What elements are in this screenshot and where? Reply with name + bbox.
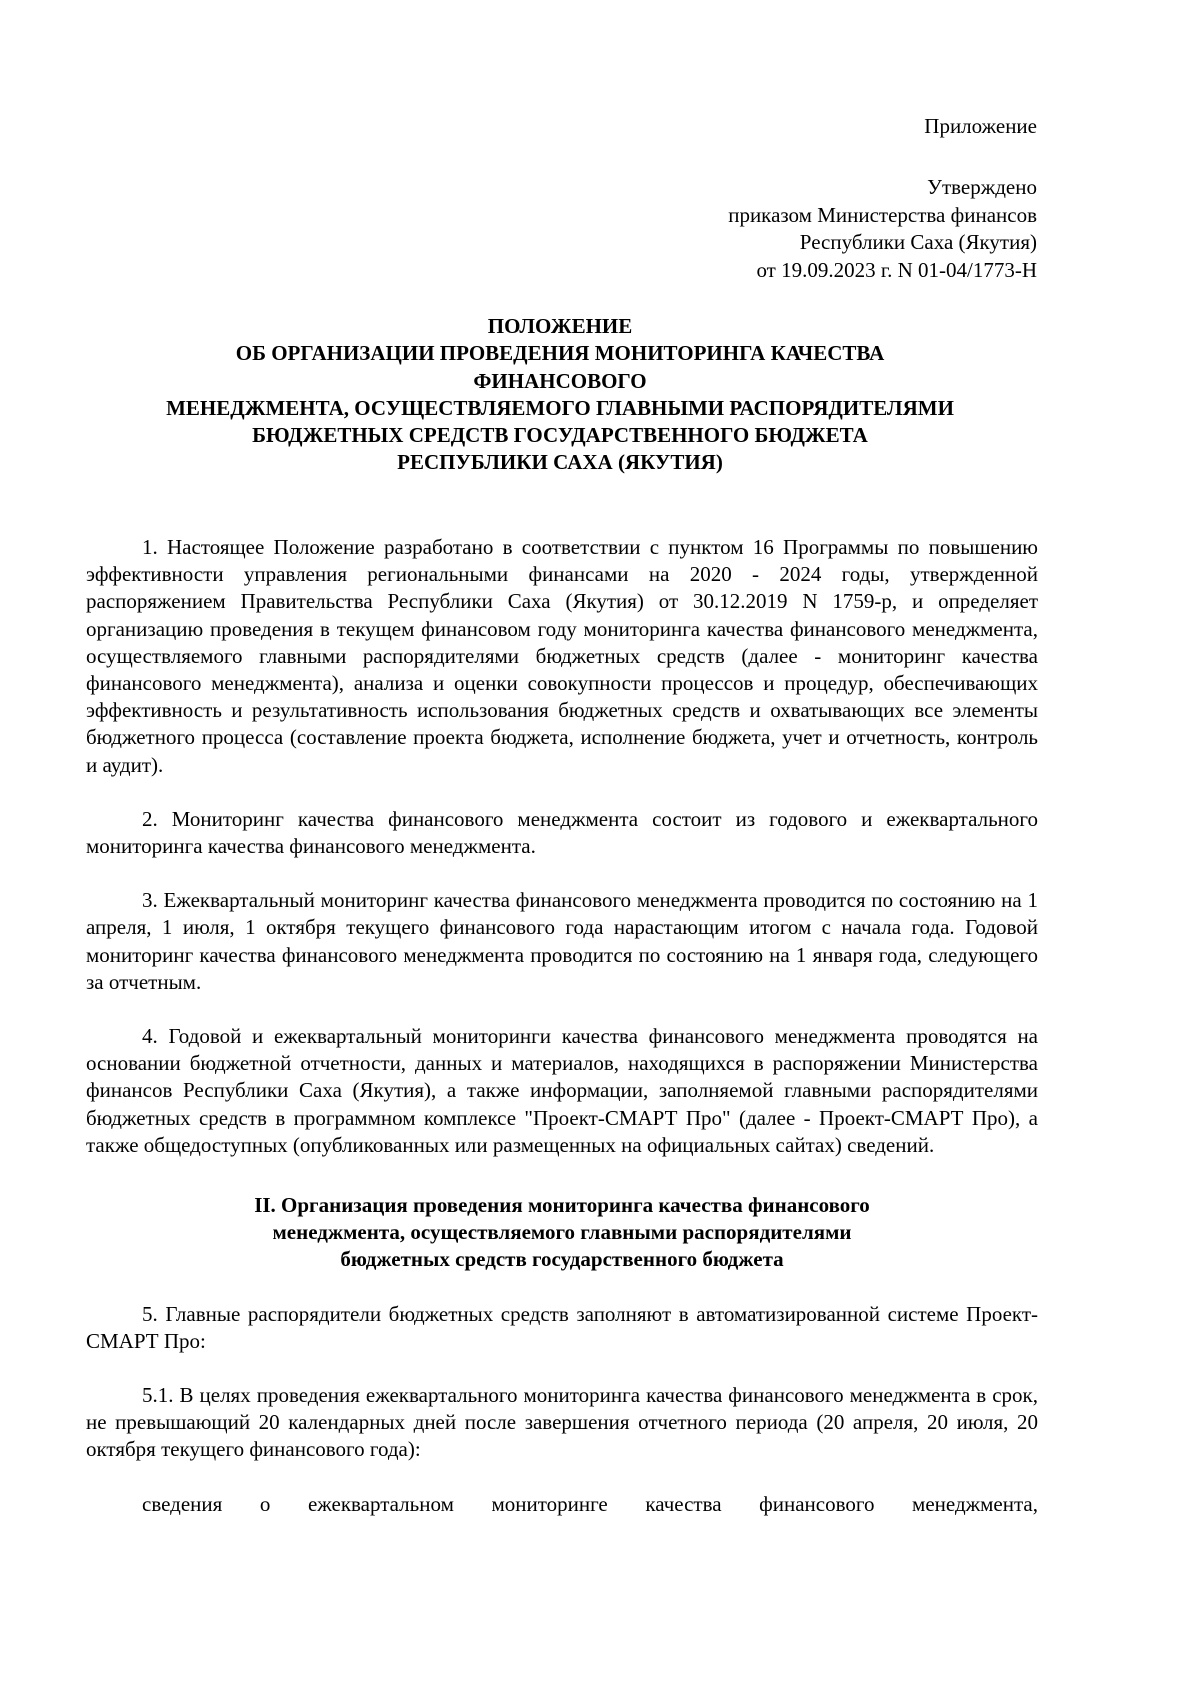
paragraph-2: 2. Мониторинг качества финансового менеджмента состоит из годового и ежеквартального мониторинга качества финансового менеджмента. bbox=[86, 806, 1038, 859]
paragraph-4: 4. Годовой и ежеквартальный мониторинги качества финансового менеджмента проводятся на основании бюджетной отчетности, данных и материалов, находящихся в распоряжении Министерства финансов Республики Саха (Якутия), а также информации, заполняемой главными распорядителями бюджетных средств в программном комплексе "Проект-СМАРТ Про" (далее - Проект-СМАРТ Про), а также общедоступных (опубликованных или размещенных на официальных сайтах) сведений. bbox=[86, 1024, 1038, 1157]
approval-line: от 19.09.2023 г. N 01-04/1773-Н bbox=[756, 257, 1037, 282]
paragraph-1: 1. Настоящее Положение разработано в соответствии с пунктом 16 Программы по повышению эффективности управления региональными финансами на 2020 - 2024 годы, утвержденной распоряжением Правительства Республики Саха (Якутия) от 30.12.2019 N 1759-р, и определяет организацию проведения в текущем финансовом году мониторинга качества финансового менеджмента, осуществляемого главными распорядителями бюджетных средств (далее - мониторинг качества финансового менеджмента), анализа и оценки совокупности процессов и процедур, обеспечивающих эффективность и результативность использования бюджетных средств и охватывающих все элементы бюджетного процесса (составление проекта бюджета, исполнение бюджета, учет и отчетность, контроль и аудит). bbox=[86, 535, 1038, 777]
approval-line: Утверждено bbox=[927, 175, 1037, 199]
document-title bbox=[80, 313, 1040, 477]
section-heading-line: бюджетных средств государственного бюджета bbox=[340, 1247, 784, 1272]
paragraph-continuation: сведения о ежеквартальном мониторинге качества финансового менеджмента, bbox=[142, 1491, 1038, 1516]
approval-line: Республики Саха (Якутия) bbox=[799, 230, 1037, 254]
title-line: БЮДЖЕТНЫХ СРЕДСТВ ГОСУДАРСТВЕННОГО БЮДЖЕТА bbox=[252, 423, 868, 448]
title-line: ФИНАНСОВОГО bbox=[473, 368, 647, 393]
paragraph-5: 5. Главные распорядители бюджетных средств заполняют в автоматизированной системе Проект-СМАРТ Про: bbox=[86, 1301, 1038, 1353]
approval-block bbox=[728, 174, 1037, 284]
section-heading-line: менеджмента, осуществляемого главными распорядителями bbox=[272, 1220, 852, 1245]
document-body bbox=[86, 534, 1038, 1518]
approval-line: приказом Министерства финансов bbox=[728, 202, 1037, 227]
title-line: ОБ ОРГАНИЗАЦИИ ПРОВЕДЕНИЯ МОНИТОРИНГА КАЧЕСТВА bbox=[235, 341, 885, 366]
section-heading-line: II. Организация проведения мониторинга качества финансового bbox=[254, 1193, 870, 1218]
paragraph-5-1: 5.1. В целях проведения ежеквартального мониторинга качества финансового менеджмента в срок, не превышающий 20 календарных дней после завершения отчетного периода (20 апреля, 20 июля, 20 октября текущего финансового года): bbox=[86, 1383, 1038, 1462]
paragraph-3: 3. Ежеквартальный мониторинг качества финансового менеджмента проводится по состоянию на 1 апреля, 1 июля, 1 октября текущего финансового года нарастающим итогом с начала года. Годовой мониторинг качества финансового менеджмента проводится по состоянию на 1 января года, следующего за отчетным. bbox=[86, 888, 1038, 994]
title-line: ПОЛОЖЕНИЕ bbox=[487, 314, 633, 338]
title-line: МЕНЕДЖМЕНТА, ОСУЩЕСТВЛЯЕМОГО ГЛАВНЫМИ РАСПОРЯДИТЕЛЯМИ bbox=[166, 395, 954, 420]
title-line: РЕСПУБЛИКИ САХА (ЯКУТИЯ) bbox=[397, 450, 723, 475]
appendix-label: Приложение bbox=[924, 114, 1037, 138]
section-2-heading bbox=[86, 1192, 1038, 1274]
